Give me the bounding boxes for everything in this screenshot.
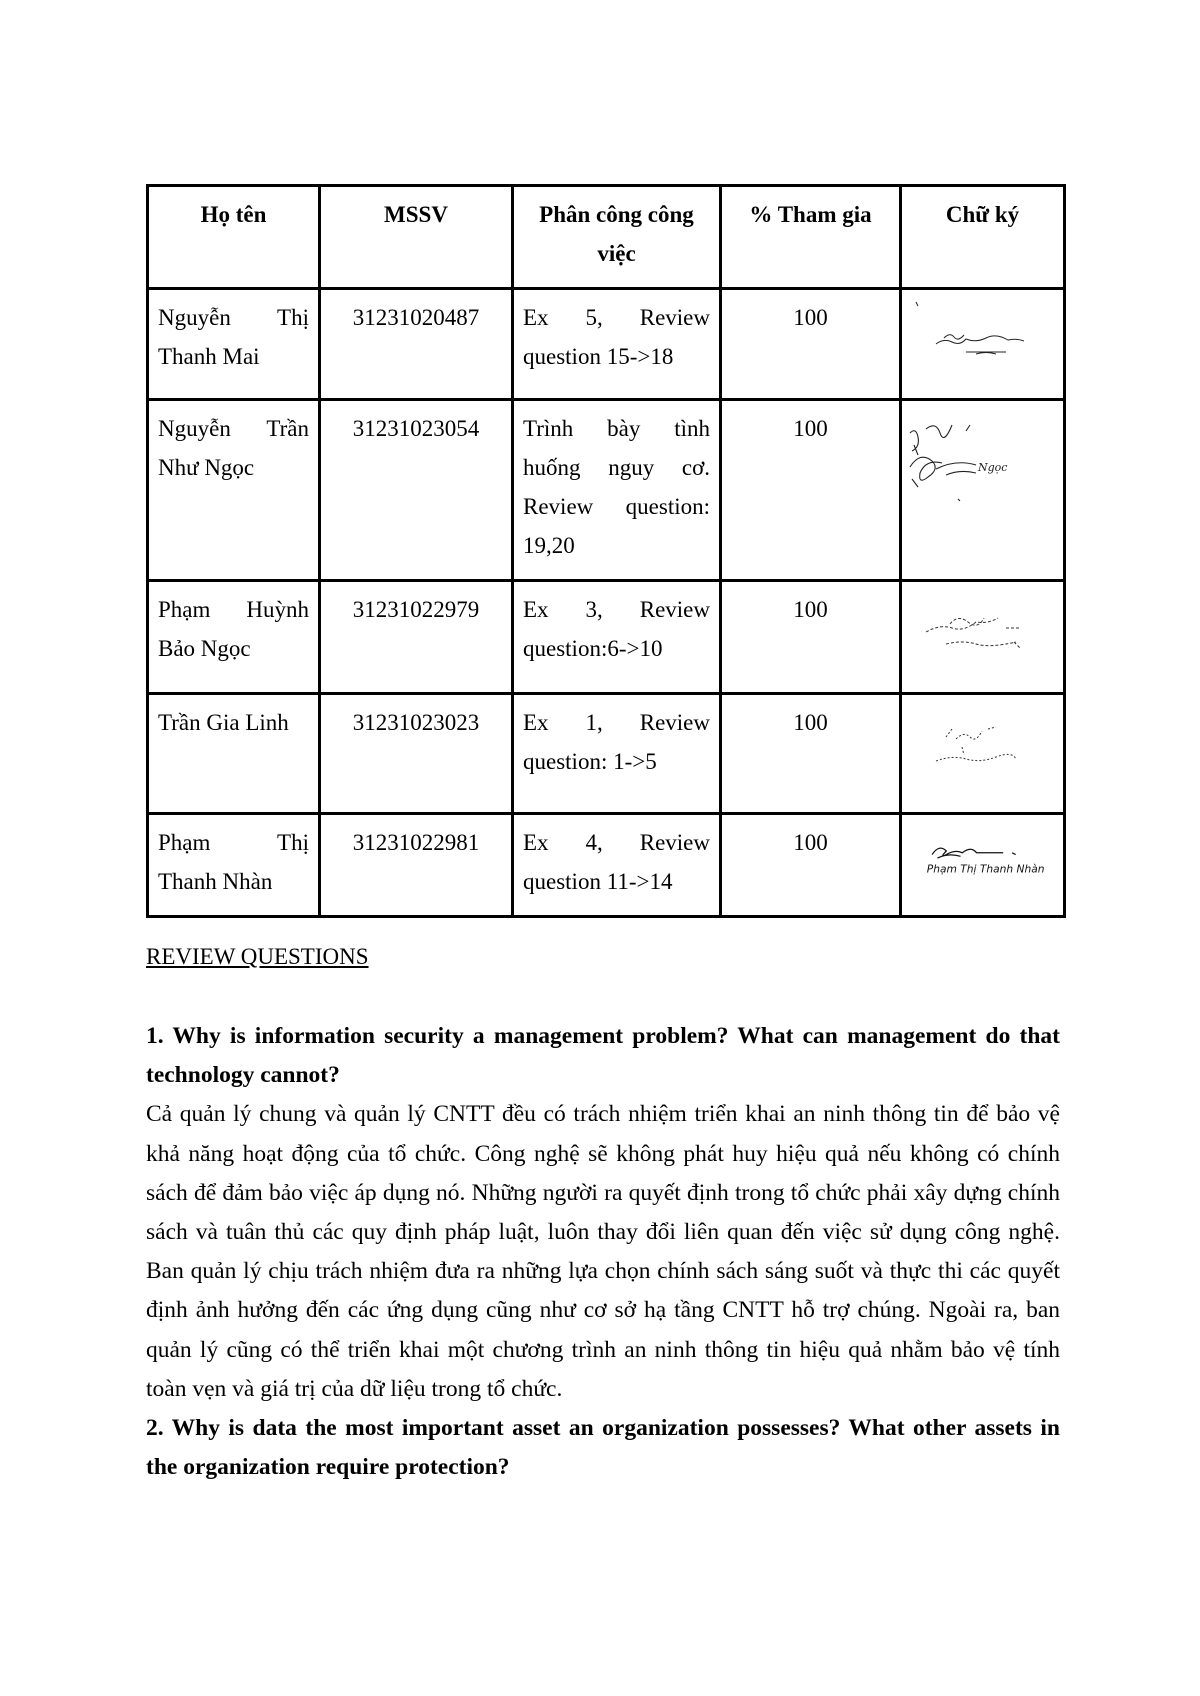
member-name: Phạm Thị Thanh Nhàn xyxy=(148,814,320,917)
member-signature xyxy=(901,400,1065,581)
member-table xyxy=(146,184,1066,918)
member-participation: 100 xyxy=(721,694,901,814)
table-row xyxy=(148,581,1065,694)
review-questions-heading: REVIEW QUESTIONS xyxy=(146,944,369,969)
header-signature: Chữ ký xyxy=(901,186,1065,289)
member-participation: 100 xyxy=(721,400,901,581)
signature-image xyxy=(906,586,1056,676)
table-row xyxy=(148,289,1065,400)
member-task: Ex 3, Review question:6->10 xyxy=(513,581,721,694)
header-task: Phân công công việc xyxy=(513,186,721,289)
table-row xyxy=(148,814,1065,917)
member-student-id: 31231022981 xyxy=(320,814,513,917)
answer-1: Cả quản lý chung và quản lý CNTT đều có trách nhiệm triển khai an ninh thông tin để bảo vệ khả năng hoạt động của tổ chức. Công nghệ sẽ không phát huy hiệu quả nếu không có chính sách để đảm bảo việc áp dụng nó. Những người ra quyết định trong tổ chức phải xây dựng chính sách và tuân thủ các quy định pháp luật, luôn thay đổi liên quan đến việc sử dụng công nghệ. Ban quản lý chịu trách nhiệm đưa ra những lựa chọn chính sách sáng suốt và thực thi các quyết định ảnh hưởng đến các ứng dụng cũng như cơ sở hạ tầng CNTT hỗ trợ chúng. Ngoài ra, ban quản lý cũng có thể triển khai một chương trình an ninh thông tin hiệu quả nhằm bảo vệ tính toàn vẹn và giá trị của dữ liệu trong tổ chức. xyxy=(146,1101,1060,1402)
header-name: Họ tên xyxy=(148,186,320,289)
header-student-id: MSSV xyxy=(320,186,513,289)
member-signature xyxy=(901,814,1065,917)
question-1: 1. Why is information security a management problem? What can management do that technology cannot? xyxy=(146,1023,1060,1089)
member-task: Ex 1, Review question: 1->5 xyxy=(513,694,721,814)
header-participation: % Tham gia xyxy=(721,186,901,289)
member-name: Trần Gia Linh xyxy=(148,694,320,814)
member-participation: 100 xyxy=(721,814,901,917)
svg-text:Ngọc: Ngọc xyxy=(978,461,1008,474)
member-participation: 100 xyxy=(721,289,901,400)
member-student-id: 31231023023 xyxy=(320,694,513,814)
member-student-id: 31231020487 xyxy=(320,289,513,400)
member-signature xyxy=(901,581,1065,694)
table-row xyxy=(148,694,1065,814)
member-task: Ex 4, Review question 11->14 xyxy=(513,814,721,917)
table-header-row xyxy=(148,186,1065,289)
signature-image xyxy=(906,699,1056,789)
member-task: Trình bày tình huống nguy cơ. Review question: 19,20 xyxy=(513,400,721,581)
member-student-id: 31231023054 xyxy=(320,400,513,581)
member-signature xyxy=(901,289,1065,400)
member-signature xyxy=(901,694,1065,814)
signature-image xyxy=(906,819,1056,899)
member-name: Nguyễn Trần Như Ngọc xyxy=(148,400,320,581)
member-student-id: 31231022979 xyxy=(320,581,513,694)
member-task: Ex 5, Review question 15->18 xyxy=(513,289,721,400)
member-name: Nguyễn Thị Thanh Mai xyxy=(148,289,320,400)
review-content xyxy=(146,1017,1060,1487)
signature-image xyxy=(906,405,1056,515)
member-participation: 100 xyxy=(721,581,901,694)
signature-image xyxy=(906,294,1056,384)
question-2: 2. Why is data the most important asset an organization possesses? What other assets in the organization require protection? xyxy=(146,1415,1060,1481)
member-name: Phạm Huỳnh Bảo Ngọc xyxy=(148,581,320,694)
svg-text:Phạm Thị Thanh Nhàn: Phạm Thị Thanh Nhàn xyxy=(926,862,1045,876)
table-row xyxy=(148,400,1065,581)
